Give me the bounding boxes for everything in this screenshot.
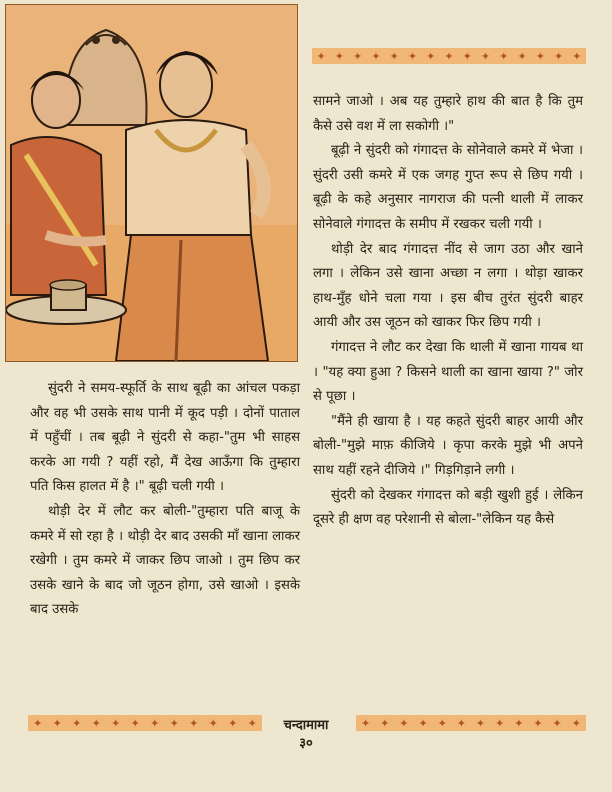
top-ornament-band: ✦ ✦ ✦ ✦ ✦ ✦ ✦ ✦ ✦ ✦ ✦ ✦ ✦ ✦ ✦ bbox=[312, 48, 586, 64]
right-paragraph: थोड़ी देर बाद गंगादत्त नींद से जाग उठा और खाने लगा । लेकिन उसे खाना अच्छा न लगा । थोड़ा खाकर हाथ-मुँह धोने चला गया । इस बीच तुरंत सुंदरी बाहर आयी और उस जूठन को खाकर फिर छिप गयी । bbox=[313, 241, 583, 331]
right-text-column bbox=[313, 90, 583, 533]
right-paragraph: सुंदरी को देखकर गंगादत्त को बड़ी खुशी हुई । लेकिन दूसरे ही क्षण वह परेशानी से बोला-"लेकिन यह कैसे bbox=[313, 487, 583, 528]
right-paragraph: बूढ़ी ने सुंदरी को गंगादत्त के सोनेवाले कमरे में भेजा । सुंदरी उसी कमरे में एक जगह गुप्त रूप से छिप गयी । बूढ़ी के कहे अनुसार नागराज की पत्नी थाली में लाकर सोनेवाले गंगादत्त के समीप में रखकर चली गयी । bbox=[313, 143, 583, 232]
left-paragraph: सुंदरी ने समय-स्फूर्ति के साथ बूढ़ी का आंचल पकड़ा और वह भी उसके साथ पानी में कूद पड़ी । दोनों पाताल में पहुँचीं । तब बूढ़ी ने सुंदरी से कहा-"तुम भी साहस करके आ गयी ? यहीं रहो, मैं देख आऊँगा कि तुम्हारा पति किस हालत में है ।" बूढ़ी चली गयी । bbox=[30, 381, 300, 495]
story-illustration bbox=[5, 4, 298, 362]
right-paragraph: गंगादत्त ने लौट कर देखा कि थाली में खाना गायब था । "यह क्या हुआ ? किसने थाली का खाना खाया ?" जोर से पूछा । bbox=[313, 339, 583, 405]
page-number: ३० bbox=[299, 736, 313, 751]
left-paragraph: थोड़ी देर में लौट कर बोली-"तुम्हारा पति बाजू के कमरे में सो रहा है । थोड़ी देर बाद उसकी माँ खाना लाकर रखेगी । तुम कमरे में जाकर छिप जाओ । तुम छिप कर उसके खाने के बाद जो जूठन होगा, उसे खाओ । इसके बाद उसके bbox=[30, 503, 300, 618]
bottom-right-ornament-band: ✦ ✦ ✦ ✦ ✦ ✦ ✦ ✦ ✦ ✦ ✦ ✦ bbox=[356, 715, 586, 731]
left-text-column bbox=[30, 377, 300, 623]
right-paragraph: "मैंने ही खाया है । यह कहते सुंदरी बाहर आयी और बोली-"मुझे माफ़ कीजिये । कृपा करके मुझे भी अपने साथ यहीं रहने दीजिये ।" गिड़गिड़ाने लगी । bbox=[313, 413, 583, 478]
right-paragraph: सामने जाओ । अब यह तुम्हारे हाथ की बात है कि तुम कैसे उसे वश में ला सकोगी ।" bbox=[313, 94, 583, 134]
bottom-left-ornament-band: ✦ ✦ ✦ ✦ ✦ ✦ ✦ ✦ ✦ ✦ ✦ ✦ bbox=[28, 715, 262, 731]
magazine-title: चन्दामामा bbox=[283, 718, 329, 733]
